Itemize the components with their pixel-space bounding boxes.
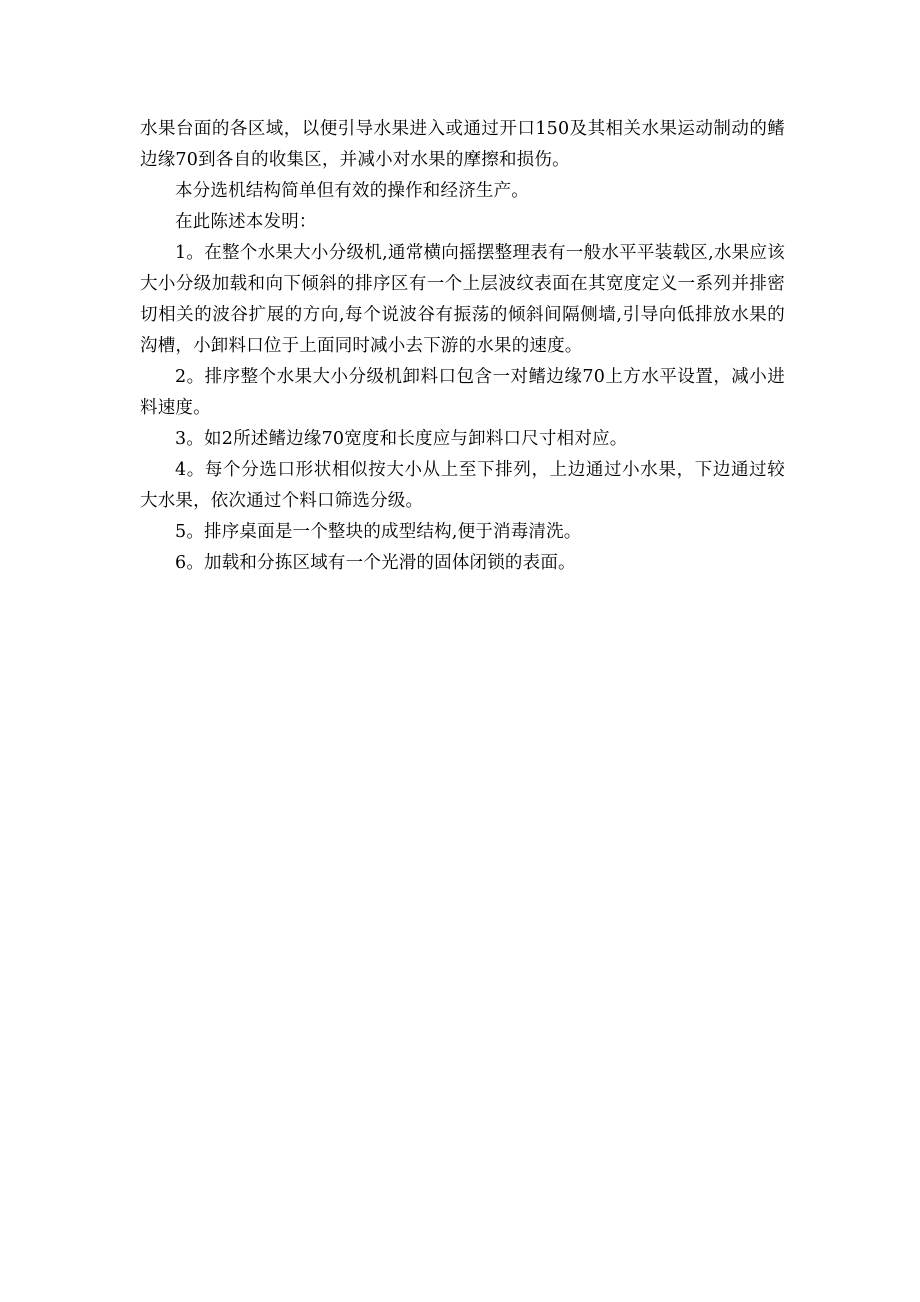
claim-5: 5。排序桌面是一个整块的成型结构,便于消毒清洗。 [175,522,582,542]
document-page [140,114,785,579]
claim-1: 1。在整个水果大小分级机,通常横向摇摆整理表有一般水平平装载区,水果应该大小分级加载和向下倾斜的排序区有一个上层波纹表面在其宽度定义一系列并排密切相关的波谷扩展的方向,每个说波谷有振荡的倾斜间隔侧墙,引导向低排放水果的沟槽，小卸料口位于上面同时减小去下游的水果的速度。 [140,243,785,356]
claim-2: 2。排序整个水果大小分级机卸料口包含一对鳍边缘70上方水平设置，减小进料速度。 [140,367,785,418]
paragraph-continuation: 水果台面的各区域，以便引导水果进入或通过开口150及其相关水果运动制动的鳍边缘70到各自的收集区，并减小对水果的摩擦和损伤。 [140,119,785,170]
paragraph-summary: 本分选机结构简单但有效的操作和经济生产。 [175,181,529,201]
claim-3: 3。如2所述鳍边缘70宽度和长度应与卸料口尺寸相对应。 [175,429,628,449]
claim-6: 6。加载和分拣区域有一个光滑的固体闭锁的表面。 [175,553,576,573]
claim-4: 4。每个分选口形状相似按大小从上至下排列，上边通过小水果，下边通过较大水果，依次通过个料口筛选分级。 [140,460,785,511]
paragraph-claims-intro: 在此陈述本发明： [175,212,317,232]
